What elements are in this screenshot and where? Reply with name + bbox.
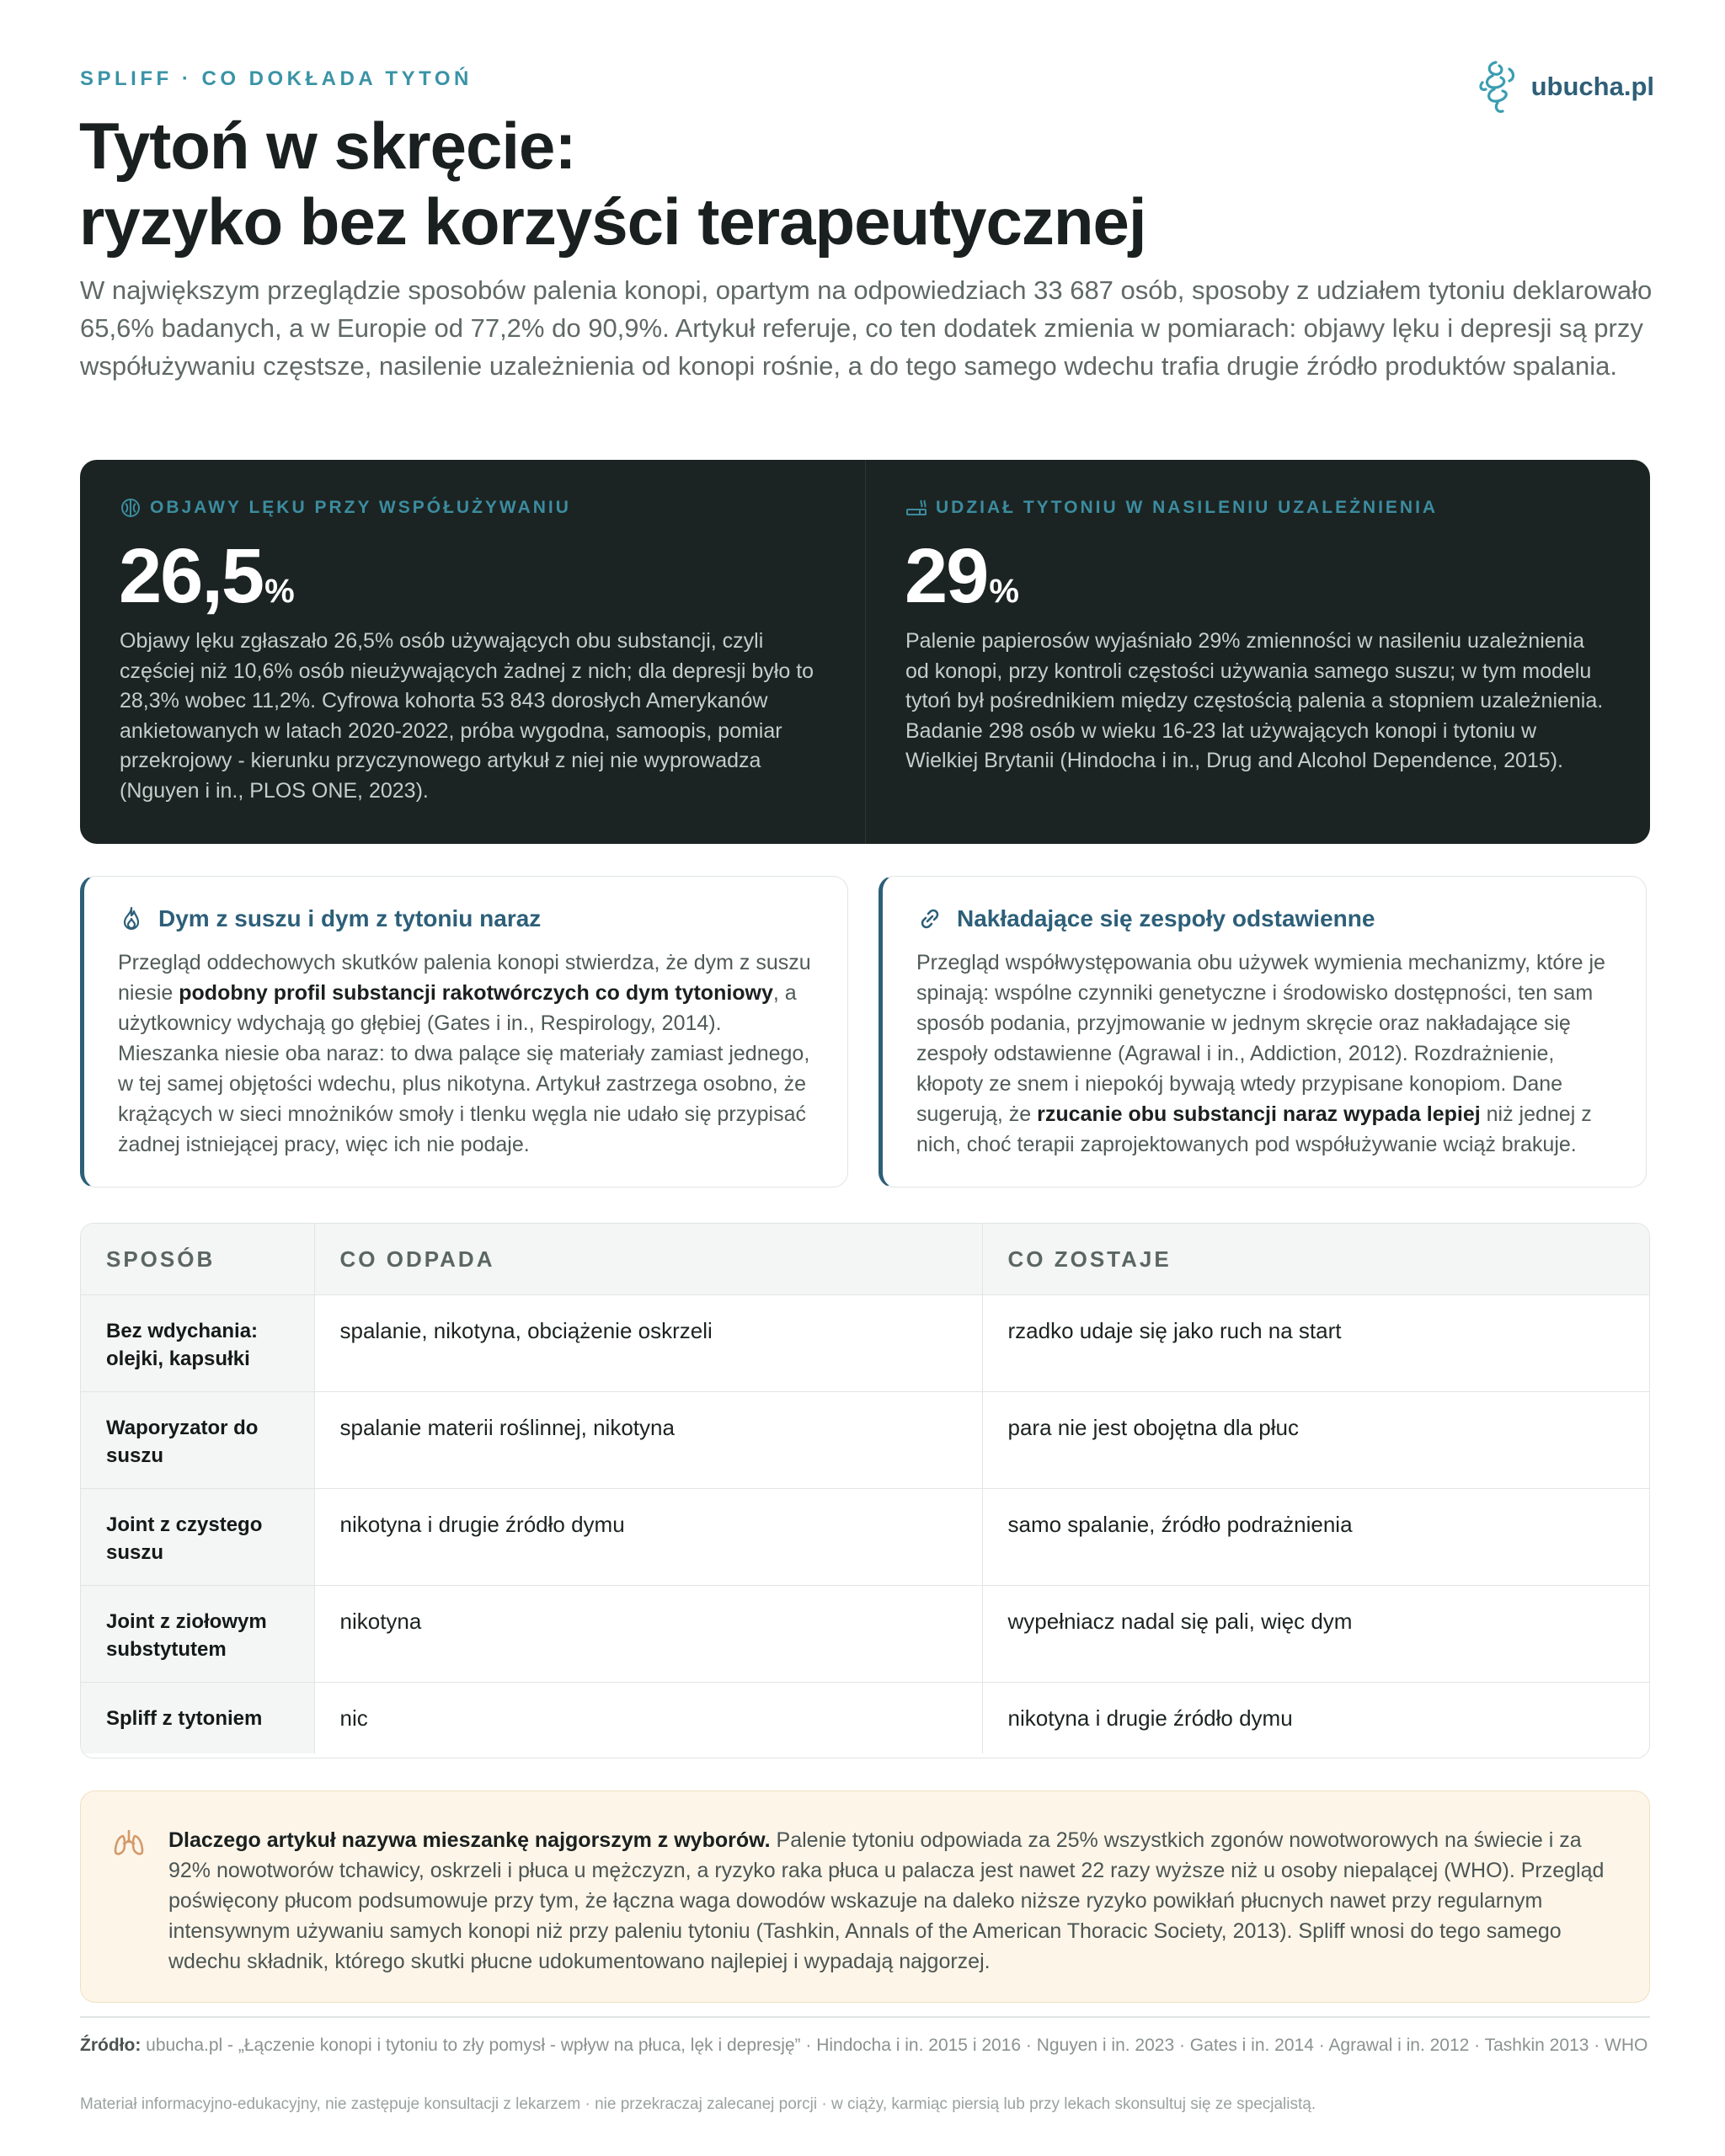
stat-anxiety xyxy=(80,460,865,844)
card-smoke xyxy=(80,876,848,1187)
title-line-1: Tytoń w skręcie: xyxy=(79,109,576,183)
table-cell-remains: rzadko udaje się jako ruch na start xyxy=(982,1295,1650,1392)
table-header: SPOSÓB xyxy=(81,1224,314,1295)
table-cell-remains: samo spalanie, źródło podrażnienia xyxy=(982,1489,1650,1586)
flame-icon xyxy=(118,905,145,932)
table-header: CO ODPADA xyxy=(314,1224,982,1295)
stat-text: Palenie papierosów wyjaśniało 29% zmienności w nasileniu uzależnienia od konopi, przy kontroli częstości używania samego suszu; w tym modelu tytoń był pośrednikiem między częstością palenia a stopniem uzależnienia. Badanie 298 osób w wieku 16-23 lat używających konopi i tytoniu w Wielkiej Brytanii (Hindocha i in., Drug and Alcohol Dependence, 2015). xyxy=(905,629,1604,772)
stat-label: UDZIAŁ TYTONIU W NASILENIU UZALEŻNIENIA xyxy=(905,497,1438,519)
stat-dependence xyxy=(865,460,1650,844)
table-cell-method: Waporyzator do suszu xyxy=(81,1392,314,1489)
stat-value: 26,5% xyxy=(119,533,295,619)
brand-name: ubucha.pl xyxy=(1530,72,1654,101)
card-withdrawal xyxy=(879,876,1647,1187)
table-cell-method: Joint z czystego suszu xyxy=(81,1489,314,1586)
card-title: Nakładające się zespoły odstawienne xyxy=(916,905,1375,932)
table-header: CO ZOSTAJE xyxy=(982,1224,1650,1295)
table-cell-removed: nic xyxy=(314,1683,982,1753)
table-cell-remains: para nie jest obojętna dla płuc xyxy=(982,1392,1650,1489)
stat-label: OBJAWY LĘKU PRZY WSPÓŁUŻYWANIU xyxy=(120,497,571,519)
comparison-table xyxy=(80,1223,1650,1758)
table-row xyxy=(81,1295,1650,1392)
callout-box xyxy=(80,1790,1650,2003)
disclaimer: Materiał informacyjno-edukacyjny, nie zastępuje konsultacji z lekarzem · nie przekraczaj zalecanej porcji · w ciąży, karmiąc piersią lub przy lekach skonsultuj się ze specjalistą. xyxy=(80,2095,1316,2113)
table-cell-removed: nikotyna i drugie źródło dymu xyxy=(314,1489,982,1586)
table-cell-method: Spliff z tytoniem xyxy=(81,1683,314,1753)
table-cell-remains: nikotyna i drugie źródło dymu xyxy=(982,1683,1650,1753)
card-title: Dym z suszu i dym z tytoniu naraz xyxy=(118,905,541,932)
table-cell-method: Joint z ziołowym substytutem xyxy=(81,1586,314,1683)
stats-panel xyxy=(80,460,1650,844)
table-row xyxy=(81,1392,1650,1489)
divider xyxy=(80,2016,1650,2018)
lede: W największym przeglądzie sposobów palenia konopi, opartym na odpowiedziach 33 687 osób, sposoby z udziałem tytoniu deklarowało 65,6% badanych, a w Europie od 77,2% do 90,9%. Artykuł referuje, co ten dodatek zmienia w pomiarach: objawy lęku i depresji są przy współużywaniu częstsze, nasilenie uzależnienia od konopi rośnie, a do tego samego wdechu trafia drugie źródło produktów spalania. xyxy=(80,275,1653,381)
table-row xyxy=(81,1489,1650,1586)
card-text: Przegląd współwystępowania obu używek wymienia mechanizmy, które je spinają: wspólne czynniki genetyczne i środowisko dostępności, ten sam sposób podania, przyjmowanie w jednym skręcie oraz nakładające się zespoły odstawienne (Agrawal i in., Addiction, 2012). Rozdrażnienie, kłopoty ze snem i niepokój bywają wtedy przypisane konopiom. Dane sugerują, że rzucanie obu substancji naraz wypada lepiej niż jednej z nich, choć terapii zaprojektowanych pod współużywanie wciąż brakuje. xyxy=(916,951,1605,1156)
source-note: Źródło: ubucha.pl - „Łączenie konopi i tytoniu to zły pomysł - wpływ na płuca, lęk i depresję” · Hindocha i in. 2015 i 2016 · Nguyen i in. 2023 · Gates i in. 2014 · Agrawal i in. 2012 · Tashkin 2013 · WHO xyxy=(80,2036,1648,2055)
table-cell-removed: spalanie, nikotyna, obciążenie oskrzeli xyxy=(314,1295,982,1392)
table-cell-removed: spalanie materii roślinnej, nikotyna xyxy=(314,1392,982,1489)
link-icon xyxy=(916,905,943,932)
table-header-row xyxy=(81,1224,1650,1295)
table-row xyxy=(81,1586,1650,1683)
stat-value: 29% xyxy=(905,533,1019,619)
table-cell-method: Bez wdychania: olejki, kapsułki xyxy=(81,1295,314,1392)
kicker: SPLIFF · CO DOKŁADA TYTOŃ xyxy=(80,67,473,90)
title-line-2: ryzyko bez korzyści terapeutycznej xyxy=(79,184,1146,259)
table-cell-remains: wypełniacz nadal się pali, więc dym xyxy=(982,1586,1650,1683)
table-row xyxy=(81,1683,1650,1753)
card-text: Przegląd oddechowych skutków palenia konopi stwierdza, że dym z suszu niesie podobny profil substancji rakotwórczych co dym tytoniowy, a użytkownicy wdychają go głębiej (Gates i in., Respirology, 2014). Mieszanka niesie oba naraz: to dwa palące się materiały zamiast jednego, w tej samej objętości wdechu, plus nikotyna. Artykuł zastrzega osobno, że krążących w sieci mnożników smoły i tlenku węgla nie udało się przypisać żadnej istniejącej pracy, więc ich nie podaje. xyxy=(118,951,811,1156)
callout-text: Dlaczego artykuł nazywa mieszankę najgorszym z wyborów. Palenie tytoniu odpowiada za 25% wszystkich zgonów nowotworowych na świecie i za 92% nowotworów tchawicy, oskrzeli i płuca u mężczyzn, a ryzyko raka płuca u palacza jest nawet 22 razy wyższe niż u osoby niepalącej (WHO). Przegląd poświęcony płucom podsumowuje przy tym, że łączna waga dowodów wskazuje na daleko niższe ryzyko powikłań płucnych nawet przy regularnym intensywnym używaniu samych konopi niż przy paleniu tytoniu (Tashkin, Annals of the American Thoracic Society, 2013). Spliff wnosi do tego samego wdechu składnik, którego skutki płucne udokumentowano najlepiej i wypadają najgorzej. xyxy=(168,1828,1605,1973)
cigarette-icon xyxy=(905,497,927,519)
stat-text: Objawy lęku zgłaszało 26,5% osób używających obu substancji, czyli częściej niż 10,6% osób nieużywających żadnej z nich; dla depresji było to 28,3% wobec 11,2%. Cyfrowa kohorta 53 843 dorosłych Amerykanów ankietowanych w latach 2020-2022, próba wygodna, samoopis, pomiar przekrojowy - kierunku przyczynowego artykuł z niej nie wyprowadza (Nguyen i in., PLOS ONE, 2023). xyxy=(120,629,814,803)
page-title xyxy=(79,108,1595,259)
brain-icon xyxy=(120,497,142,519)
lungs-icon xyxy=(113,1828,145,1857)
table-cell-removed: nikotyna xyxy=(314,1586,982,1683)
